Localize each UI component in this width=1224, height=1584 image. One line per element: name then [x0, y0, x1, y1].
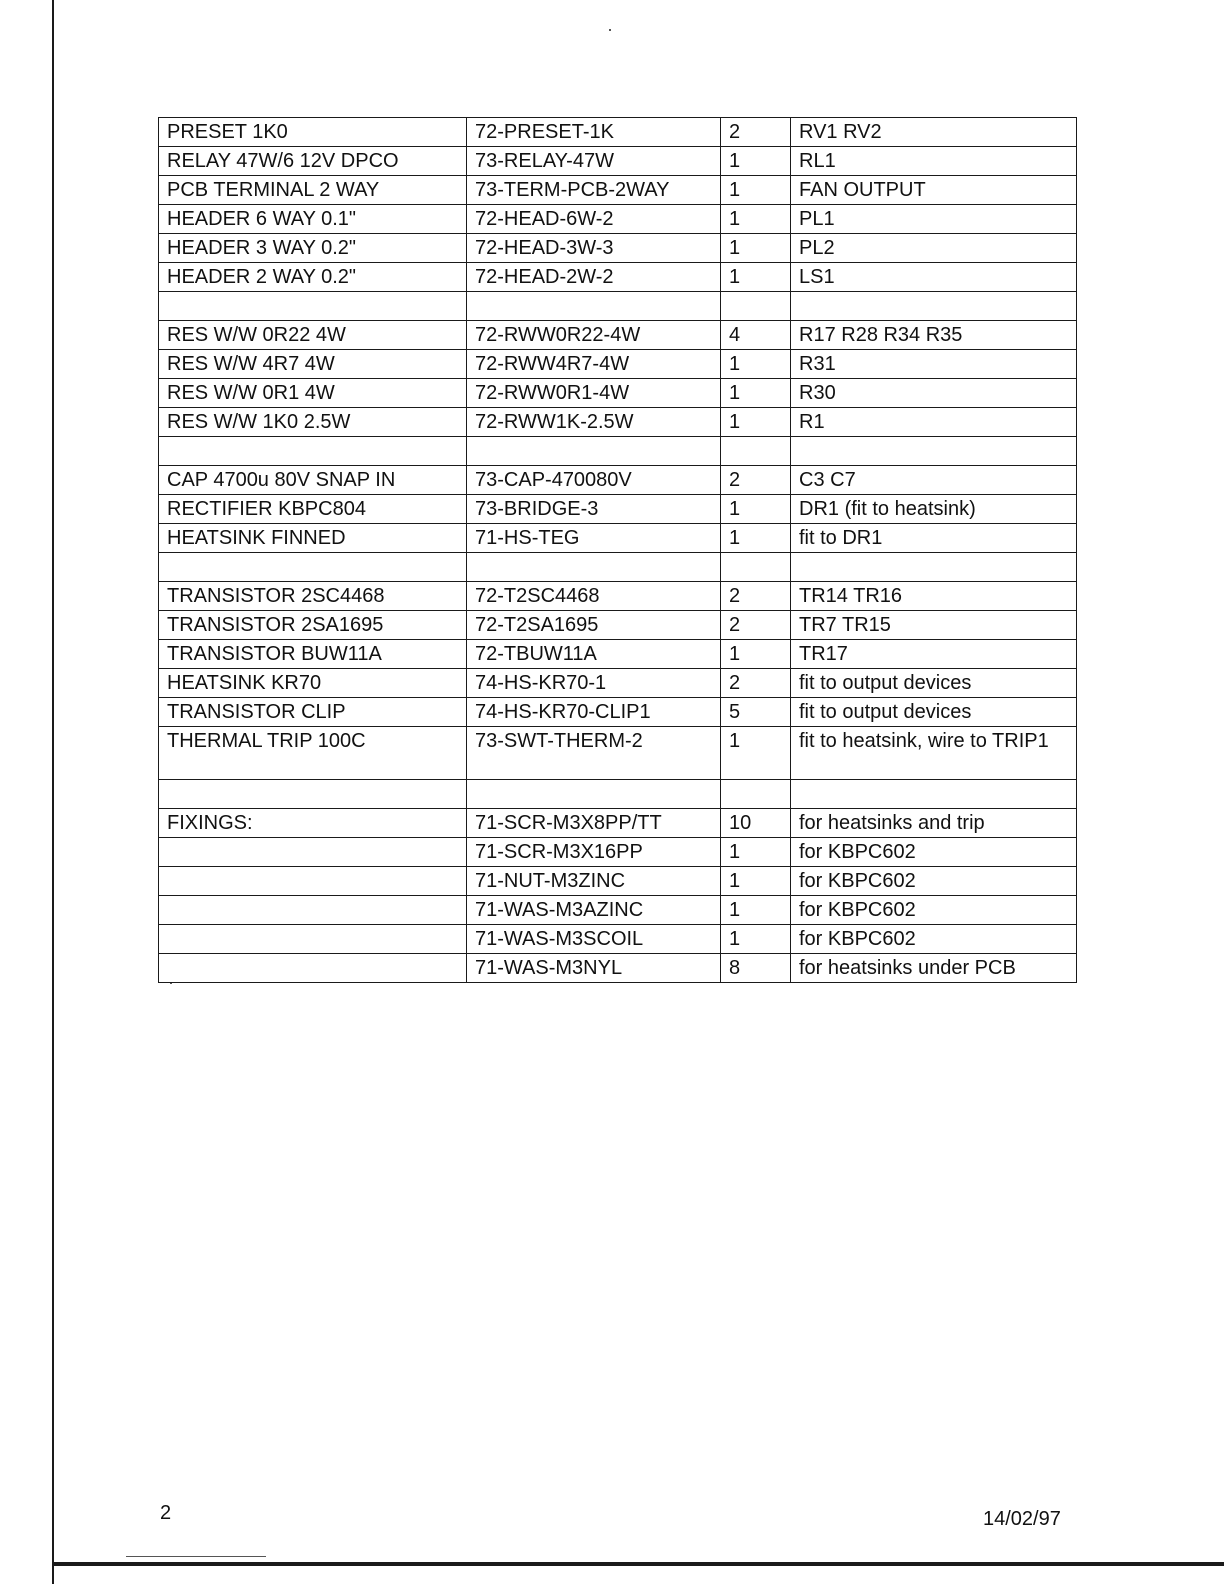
- description-cell: [159, 925, 467, 954]
- quantity-cell: 1: [721, 524, 791, 553]
- reference-cell: R30: [791, 379, 1077, 408]
- quantity-cell: 1: [721, 205, 791, 234]
- part-number-cell: 71-WAS-M3NYL: [467, 954, 721, 983]
- description-cell: PRESET 1K0: [159, 118, 467, 147]
- part-number-cell: 74-HS-KR70-CLIP1: [467, 698, 721, 727]
- reference-cell: FAN OUTPUT: [791, 176, 1077, 205]
- description-cell: TRANSISTOR BUW11A: [159, 640, 467, 669]
- reference-cell: DR1 (fit to heatsink): [791, 495, 1077, 524]
- description-cell: HEADER 3 WAY 0.2": [159, 234, 467, 263]
- spacer-row: [159, 553, 1077, 582]
- part-number-cell: 72-HEAD-3W-3: [467, 234, 721, 263]
- bottom-margin-line: [52, 1562, 1224, 1566]
- description-cell: HEATSINK KR70: [159, 669, 467, 698]
- part-number-cell: 72-T2SC4468: [467, 582, 721, 611]
- reference-cell: R1: [791, 408, 1077, 437]
- reference-cell: fit to output devices: [791, 669, 1077, 698]
- part-number-cell: 72-HEAD-2W-2: [467, 263, 721, 292]
- page-date: 14/02/97: [983, 1508, 1061, 1530]
- description-cell: [159, 867, 467, 896]
- empty-cell: [791, 437, 1077, 466]
- empty-cell: [159, 437, 467, 466]
- empty-cell: [791, 780, 1077, 809]
- quantity-cell: 1: [721, 727, 791, 780]
- reference-cell: fit to output devices: [791, 698, 1077, 727]
- table-row: [159, 118, 1077, 147]
- description-cell: PCB TERMINAL 2 WAY: [159, 176, 467, 205]
- part-number-cell: 73-CAP-470080V: [467, 466, 721, 495]
- quantity-cell: 2: [721, 669, 791, 698]
- part-number-cell: 73-BRIDGE-3: [467, 495, 721, 524]
- part-number-cell: 74-HS-KR70-1: [467, 669, 721, 698]
- parts-list-table: [158, 117, 1077, 983]
- quantity-cell: 2: [721, 611, 791, 640]
- table-row: [159, 838, 1077, 867]
- part-number-cell: 73-SWT-THERM-2: [467, 727, 721, 780]
- empty-cell: [467, 292, 721, 321]
- description-cell: [159, 954, 467, 983]
- reference-cell: for KBPC602: [791, 867, 1077, 896]
- description-cell: HEADER 6 WAY 0.1": [159, 205, 467, 234]
- table-row: [159, 379, 1077, 408]
- reference-cell: for heatsinks and trip: [791, 809, 1077, 838]
- description-cell: RES W/W 0R22 4W: [159, 321, 467, 350]
- table-row: [159, 495, 1077, 524]
- table-row: [159, 176, 1077, 205]
- description-cell: RELAY 47W/6 12V DPCO: [159, 147, 467, 176]
- quantity-cell: 1: [721, 867, 791, 896]
- description-cell: RES W/W 0R1 4W: [159, 379, 467, 408]
- description-cell: RECTIFIER KBPC804: [159, 495, 467, 524]
- reference-cell: PL1: [791, 205, 1077, 234]
- quantity-cell: 1: [721, 838, 791, 867]
- parts-list-body: [159, 118, 1077, 983]
- description-cell: HEADER 2 WAY 0.2": [159, 263, 467, 292]
- description-cell: TRANSISTOR 2SC4468: [159, 582, 467, 611]
- reference-cell: PL2: [791, 234, 1077, 263]
- page-number: 2: [160, 1502, 172, 1524]
- part-number-cell: 72-HEAD-6W-2: [467, 205, 721, 234]
- description-cell: RES W/W 4R7 4W: [159, 350, 467, 379]
- table-row: [159, 205, 1077, 234]
- empty-cell: [791, 292, 1077, 321]
- empty-cell: [467, 553, 721, 582]
- table-row: [159, 640, 1077, 669]
- part-number-cell: 71-WAS-M3AZINC: [467, 896, 721, 925]
- quantity-cell: 2: [721, 582, 791, 611]
- quantity-cell: 1: [721, 495, 791, 524]
- part-number-cell: 72-RWW0R1-4W: [467, 379, 721, 408]
- empty-cell: [159, 292, 467, 321]
- table-row: [159, 727, 1077, 780]
- reference-cell: R17 R28 R34 R35: [791, 321, 1077, 350]
- part-number-cell: 71-HS-TEG: [467, 524, 721, 553]
- quantity-cell: 1: [721, 234, 791, 263]
- reference-cell: fit to heatsink, wire to TRIP1: [791, 727, 1077, 780]
- quantity-cell: 1: [721, 350, 791, 379]
- part-number-cell: 72-RWW4R7-4W: [467, 350, 721, 379]
- reference-cell: fit to DR1: [791, 524, 1077, 553]
- reference-cell: C3 C7: [791, 466, 1077, 495]
- empty-cell: [721, 437, 791, 466]
- reference-cell: for KBPC602: [791, 838, 1077, 867]
- table-row: [159, 524, 1077, 553]
- empty-cell: [159, 780, 467, 809]
- quantity-cell: 1: [721, 147, 791, 176]
- part-number-cell: 73-TERM-PCB-2WAY: [467, 176, 721, 205]
- part-number-cell: 73-RELAY-47W: [467, 147, 721, 176]
- reference-cell: LS1: [791, 263, 1077, 292]
- part-number-cell: 72-RWW1K-2.5W: [467, 408, 721, 437]
- empty-cell: [721, 292, 791, 321]
- table-row: [159, 234, 1077, 263]
- reference-cell: for KBPC602: [791, 925, 1077, 954]
- description-cell: TRANSISTOR CLIP: [159, 698, 467, 727]
- table-row: [159, 669, 1077, 698]
- empty-cell: [467, 780, 721, 809]
- description-cell: FIXINGS:: [159, 809, 467, 838]
- part-number-cell: 71-WAS-M3SCOIL: [467, 925, 721, 954]
- empty-cell: [467, 437, 721, 466]
- quantity-cell: 1: [721, 176, 791, 205]
- reference-cell: TR17: [791, 640, 1077, 669]
- table-row: [159, 954, 1077, 983]
- part-number-cell: 71-NUT-M3ZINC: [467, 867, 721, 896]
- table-row: [159, 350, 1077, 379]
- table-row: [159, 867, 1077, 896]
- quantity-cell: 1: [721, 379, 791, 408]
- description-cell: RES W/W 1K0 2.5W: [159, 408, 467, 437]
- part-number-cell: 72-RWW0R22-4W: [467, 321, 721, 350]
- quantity-cell: 1: [721, 408, 791, 437]
- part-number-cell: 71-SCR-M3X16PP: [467, 838, 721, 867]
- part-number-cell: 72-PRESET-1K: [467, 118, 721, 147]
- spacer-row: [159, 292, 1077, 321]
- spacer-row: [159, 437, 1077, 466]
- empty-cell: [791, 553, 1077, 582]
- table-row: [159, 582, 1077, 611]
- part-number-cell: 72-T2SA1695: [467, 611, 721, 640]
- scan-speck: [609, 29, 611, 31]
- quantity-cell: 1: [721, 263, 791, 292]
- left-margin-line: [52, 0, 54, 1584]
- quantity-cell: 5: [721, 698, 791, 727]
- table-row: [159, 466, 1077, 495]
- table-row: [159, 698, 1077, 727]
- part-number-cell: 72-TBUW11A: [467, 640, 721, 669]
- reference-cell: for KBPC602: [791, 896, 1077, 925]
- quantity-cell: 8: [721, 954, 791, 983]
- description-cell: HEATSINK FINNED: [159, 524, 467, 553]
- quantity-cell: 10: [721, 809, 791, 838]
- empty-cell: [721, 553, 791, 582]
- spacer-row: [159, 780, 1077, 809]
- reference-cell: TR14 TR16: [791, 582, 1077, 611]
- quantity-cell: 2: [721, 118, 791, 147]
- quantity-cell: 1: [721, 640, 791, 669]
- description-cell: [159, 896, 467, 925]
- table-row: [159, 321, 1077, 350]
- table-row: [159, 809, 1077, 838]
- bottom-tick-line: [126, 1556, 266, 1557]
- part-number-cell: 71-SCR-M3X8PP/TT: [467, 809, 721, 838]
- quantity-cell: 1: [721, 896, 791, 925]
- empty-cell: [721, 780, 791, 809]
- table-row: [159, 147, 1077, 176]
- description-cell: TRANSISTOR 2SA1695: [159, 611, 467, 640]
- reference-cell: TR7 TR15: [791, 611, 1077, 640]
- reference-cell: RV1 RV2: [791, 118, 1077, 147]
- description-cell: [159, 838, 467, 867]
- reference-cell: RL1: [791, 147, 1077, 176]
- table-row: [159, 896, 1077, 925]
- description-cell: THERMAL TRIP 100C: [159, 727, 467, 780]
- table-row: [159, 408, 1077, 437]
- reference-cell: for heatsinks under PCB: [791, 954, 1077, 983]
- table-row: [159, 925, 1077, 954]
- quantity-cell: 2: [721, 466, 791, 495]
- reference-cell: R31: [791, 350, 1077, 379]
- description-cell: CAP 4700u 80V SNAP IN: [159, 466, 467, 495]
- table-row: [159, 263, 1077, 292]
- quantity-cell: 1: [721, 925, 791, 954]
- empty-cell: [159, 553, 467, 582]
- quantity-cell: 4: [721, 321, 791, 350]
- table-row: [159, 611, 1077, 640]
